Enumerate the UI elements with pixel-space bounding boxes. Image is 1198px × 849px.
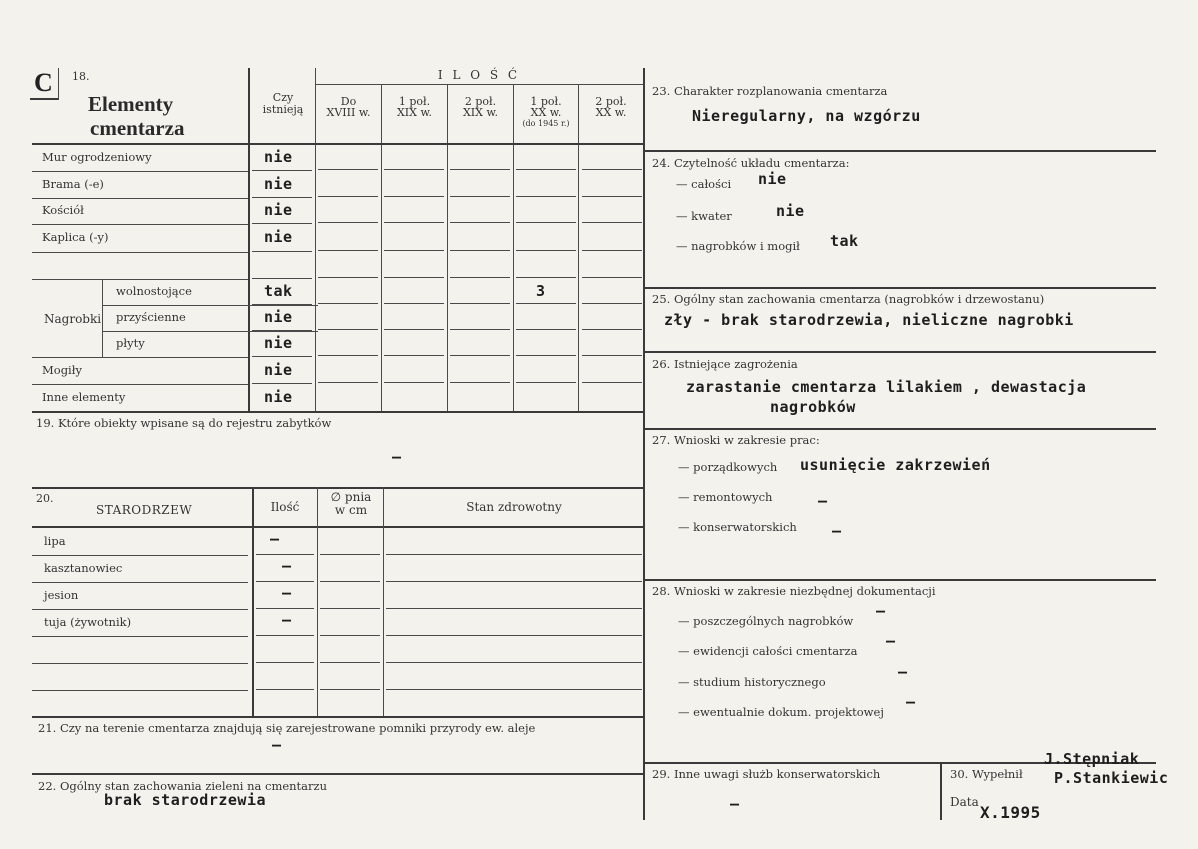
s20-v3 — [383, 487, 384, 717]
s27-item-value: – — [818, 492, 828, 510]
s24-item-label: — kwater — [676, 209, 732, 223]
tree-cell-line — [320, 608, 380, 609]
period-line2: XVIII w. — [326, 106, 371, 119]
element-row-value: nie — [264, 387, 293, 406]
s28-label: 28. Wnioski w zakresie niezbędnej dokumentacji — [652, 584, 936, 598]
s20-title: STARODRZEW — [96, 503, 193, 517]
tree-row-line — [32, 663, 248, 664]
cell-line — [516, 169, 576, 170]
period-line3: (do 1945 r.) — [522, 119, 570, 128]
element-row-label: płyty — [116, 336, 145, 350]
period-header-0 — [316, 96, 381, 118]
cell-line — [318, 250, 378, 251]
s30-name-2: P.Stankiewic — [1054, 769, 1169, 787]
element-row-line — [32, 252, 248, 253]
cell-line — [318, 329, 378, 330]
tree-row-line — [32, 609, 248, 610]
col-czy-line2: istnieją — [262, 103, 304, 116]
s28-item-value: – — [876, 602, 886, 620]
tree-row-line — [32, 636, 248, 637]
tree-row-line — [32, 690, 248, 691]
czy-cell-line — [252, 356, 312, 357]
cell-line — [318, 222, 378, 223]
element-row-line — [32, 171, 248, 172]
cell-line — [450, 169, 510, 170]
cell-line — [384, 303, 444, 304]
element-row-value: nie — [264, 201, 293, 219]
cell-line — [384, 277, 444, 278]
section-letter-underline — [30, 98, 58, 100]
period-line2: XX w. — [530, 106, 562, 119]
s25-value: zły - brak starodrzewia, nieliczne nagrobki — [664, 311, 1074, 329]
s24-item-value: tak — [830, 232, 859, 250]
tree-cell-line — [386, 608, 642, 609]
s24-label: 24. Czytelność układu cmentarza: — [652, 156, 850, 170]
s27-item-value: usunięcie zakrzewień — [800, 456, 991, 474]
cell-line — [450, 355, 510, 356]
tree-ilosc: – — [282, 557, 292, 575]
czy-cell-line — [252, 197, 312, 198]
col-czy-header — [252, 92, 314, 116]
s20-col-stan: Stan zdrowotny — [466, 500, 562, 514]
s20-number: 20. — [36, 492, 54, 505]
period-line1: 2 poł. — [464, 95, 497, 108]
tree-cell-line — [386, 581, 642, 582]
period-line1: 2 poł. — [595, 95, 627, 108]
s27-item-label: — remontowych — [678, 490, 773, 504]
s28-top — [643, 579, 1156, 581]
s27-top — [643, 428, 1156, 430]
cell-line — [582, 222, 642, 223]
tree-cell-line — [320, 554, 380, 555]
cell-line — [318, 303, 378, 304]
period-header-3 — [514, 96, 578, 129]
tree-cell-line — [256, 662, 314, 663]
s19-top — [32, 411, 644, 413]
s19-value: – — [392, 448, 402, 466]
cell-line — [516, 250, 576, 251]
s26-label: 26. Istniejące zagrożenia — [652, 357, 798, 371]
section-letter: C — [34, 68, 53, 97]
s20-v1 — [252, 487, 254, 717]
element-row-line — [32, 198, 248, 199]
cell-line — [318, 196, 378, 197]
cell-line — [384, 250, 444, 251]
s25-label: 25. Ogólny stan zachowania cmentarza (nagrobków i drzewostanu) — [652, 292, 1045, 306]
czy-cell-line — [252, 170, 312, 171]
s24-item-label: — nagrobków i mogił — [676, 239, 800, 253]
s27-item-label: — porządkowych — [678, 460, 778, 474]
cell-line — [516, 355, 576, 356]
s24-top — [643, 150, 1156, 152]
s28-item-value: – — [886, 632, 896, 650]
center-divider — [643, 68, 645, 820]
czy-cell-line — [252, 251, 312, 252]
s25-top — [643, 287, 1156, 289]
cell-line — [384, 169, 444, 170]
s23-value: Nieregularny, na wzgórzu — [692, 107, 921, 125]
s27-item-label: — konserwatorskich — [678, 520, 797, 534]
tree-cell-line — [386, 635, 642, 636]
cell-line — [318, 169, 378, 170]
period-line1: 1 poł. — [398, 95, 431, 108]
period-line2: XIX w. — [462, 106, 499, 119]
s20-col-pnia-line1: ∅ pnia — [330, 490, 372, 504]
element-row-label: Brama (-e) — [42, 176, 104, 191]
tree-name: lipa — [44, 534, 66, 548]
grid-v-p4 — [578, 84, 579, 412]
element-row-label: Mogiły — [42, 362, 82, 377]
element-row-line — [32, 224, 248, 225]
period-header-4 — [579, 96, 643, 118]
col-czy-line1: Czy — [272, 91, 294, 104]
element-row-label: przyścienne — [116, 310, 186, 324]
cell-line — [582, 250, 642, 251]
element-row-value: nie — [264, 360, 293, 379]
s20-header-bottom — [32, 526, 644, 528]
cell-line — [516, 277, 576, 278]
cell-line — [516, 382, 576, 383]
cell-line — [384, 329, 444, 330]
tree-cell-line — [256, 554, 314, 555]
period-line1: Do — [340, 95, 357, 108]
s28-item-label: — ewentualnie dokum. projektowej — [678, 705, 884, 719]
s30-data-label: Data — [950, 795, 979, 809]
element-row-value: nie — [264, 228, 293, 246]
czy-cell-line — [252, 330, 312, 331]
grid-h-ilosc — [315, 84, 645, 85]
s26-top — [643, 351, 1156, 353]
tree-cell-line — [320, 689, 380, 690]
s29-label: 29. Inne uwagi służb konserwatorskich — [652, 767, 881, 781]
s19-label: 19. Które obiekty wpisane są do rejestru zabytków — [36, 416, 332, 430]
s22-label: 22. Ogólny stan zachowania zieleni na cmentarzu — [38, 779, 327, 793]
s29-value: – — [730, 795, 740, 813]
element-row-value: tak — [264, 282, 293, 300]
cell-line — [582, 196, 642, 197]
s30-name-1: J.Stępniak — [1044, 750, 1140, 768]
s24-item-value: nie — [776, 202, 805, 220]
grid-v-czy-left — [248, 68, 250, 412]
grid-v-ilosc-left — [315, 68, 316, 412]
s21-value: – — [272, 736, 282, 754]
s20-col-pnia-line2: w cm — [334, 503, 368, 517]
czy-cell-line — [252, 278, 312, 279]
s28-item-value: – — [906, 693, 916, 711]
element-row-label: Inne elementy — [42, 389, 126, 404]
nagrobki-divider — [102, 279, 103, 357]
element-row-value: nie — [264, 147, 293, 166]
cell-line — [582, 303, 642, 304]
nagrobki-label: Nagrobki — [44, 312, 102, 326]
element-row-line — [32, 357, 248, 358]
element-row-line — [32, 384, 248, 385]
tree-ilosc: – — [282, 611, 292, 629]
col-ilosc-header: I L O Ś Ć — [437, 68, 521, 82]
s30-data-value: X.1995 — [980, 803, 1041, 822]
element-row-count: 3 — [536, 282, 546, 300]
period-header-1 — [382, 96, 447, 118]
tree-cell-line — [386, 689, 642, 690]
cell-line — [516, 329, 576, 330]
s28-item-label: — poszczególnych nagrobków — [678, 614, 854, 628]
s22-top — [32, 773, 644, 775]
grid-v-p1 — [381, 84, 382, 412]
tree-cell-line — [386, 554, 642, 555]
tree-name: kasztanowiec — [44, 561, 123, 575]
s24-item-label: — całości — [676, 177, 732, 191]
czy-cell-line — [252, 383, 312, 384]
section-letter-divider — [58, 68, 59, 100]
cell-line — [384, 196, 444, 197]
tree-cell-line — [386, 662, 642, 663]
cell-line — [318, 355, 378, 356]
cell-line — [450, 277, 510, 278]
s20-col-ilosc: Ilość — [270, 500, 300, 514]
s20-col-pnia — [318, 491, 384, 517]
s27-label: 27. Wnioski w zakresie prac: — [652, 433, 820, 447]
period-line2: XIX w. — [396, 106, 433, 119]
s27-item-value: – — [832, 522, 842, 540]
cell-line — [516, 222, 576, 223]
cell-line — [450, 303, 510, 304]
tree-cell-line — [256, 581, 314, 582]
element-row-value: nie — [264, 334, 293, 352]
s23-label: 23. Charakter rozplanowania cmentarza — [652, 84, 888, 98]
element-row-label: Kościół — [42, 203, 84, 217]
period-header-2 — [448, 96, 513, 118]
element-row-value: nie — [264, 308, 293, 326]
cell-line — [450, 222, 510, 223]
cell-line — [516, 303, 576, 304]
grid-h-header-bottom — [32, 143, 644, 145]
element-row-value: nie — [264, 174, 293, 193]
cell-line — [384, 382, 444, 383]
cell-line — [582, 355, 642, 356]
s18-number: 18. — [72, 70, 90, 83]
s28-item-label: — studium historycznego — [678, 675, 826, 689]
cell-line — [582, 382, 642, 383]
czy-cell-line — [252, 304, 312, 305]
s21-top — [32, 716, 644, 718]
tree-name: tuja (żywotnik) — [44, 615, 132, 629]
s21-label: 21. Czy na terenie cmentarza znajdują się zarejestrowane pomniki przyrody ew. aleje — [38, 721, 536, 735]
cell-line — [384, 355, 444, 356]
grid-v-p3 — [513, 84, 514, 412]
tree-row-line — [32, 582, 248, 583]
s26-value-line1: zarastanie cmentarza lilakiem , dewastacja — [686, 378, 1087, 396]
s18-title-line1: Elementy — [88, 92, 174, 116]
cell-line — [450, 382, 510, 383]
tree-name: jesion — [44, 588, 79, 602]
cell-line — [516, 196, 576, 197]
element-row-label: wolnostojące — [116, 284, 192, 298]
element-row-label: Kaplica (-y) — [42, 230, 109, 244]
tree-cell-line — [320, 581, 380, 582]
tree-cell-line — [256, 635, 314, 636]
cell-line — [318, 277, 378, 278]
grid-v-p2 — [447, 84, 448, 412]
s30-label: 30. Wypełnił — [950, 767, 1023, 781]
tree-cell-line — [320, 662, 380, 663]
cell-line — [582, 277, 642, 278]
s26-value-line2: nagrobków — [770, 398, 856, 416]
tree-cell-line — [320, 635, 380, 636]
s24-item-value: nie — [758, 170, 787, 188]
cell-line — [582, 169, 642, 170]
s28-item-label: — ewidencji całości cmentarza — [678, 644, 858, 658]
cell-line — [450, 196, 510, 197]
tree-ilosc: – — [282, 584, 292, 602]
element-row-label: Mur ogrodzeniowy — [42, 149, 152, 164]
tree-ilosc: – — [270, 530, 280, 548]
s20-v2 — [317, 487, 318, 717]
czy-cell-line — [252, 223, 312, 224]
element-row-line — [32, 279, 248, 280]
s22-value: brak starodrzewia — [104, 791, 267, 809]
tree-row-line — [32, 555, 248, 556]
s28-item-value: – — [898, 663, 908, 681]
cell-line — [384, 222, 444, 223]
cell-line — [450, 329, 510, 330]
s30-divider — [940, 762, 942, 820]
period-line1: 1 poł. — [530, 95, 562, 108]
tree-cell-line — [256, 689, 314, 690]
cell-line — [582, 329, 642, 330]
period-line2: XX w. — [595, 106, 627, 119]
s18-title-line2: cmentarza — [90, 116, 185, 140]
cell-line — [450, 250, 510, 251]
cell-line — [318, 382, 378, 383]
tree-cell-line — [256, 608, 314, 609]
